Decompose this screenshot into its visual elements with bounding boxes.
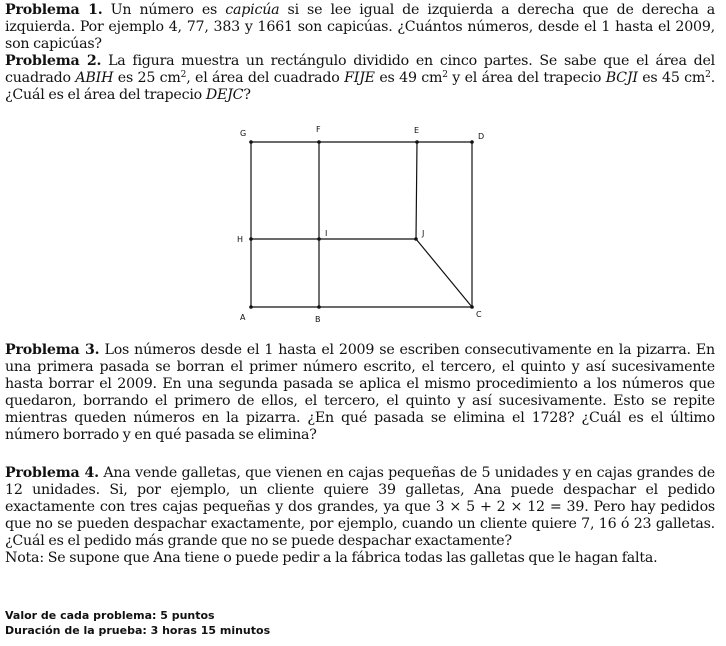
label-H: H [237,235,244,244]
problem-text: Los números desde el 1 hasta el 2009 se escriben consecutivamente en la pizarra. En una primera pasada se borran el primer número escrito, el tercero, el quinto y así sucesivamente hasta borrar el 2009. En una segunda pasada se aplica el mismo procedimiento a los números que quedaron, borrando el primero de ellos, el tercero, el quinto y así sucesivamente. Esto se repite mientras queden números en la pizarra. ¿En qué pasada se elimina el 1728? ¿Cuál es el último número borrado y en qué pasada se elimina? [5,342,715,443]
superscript: 2 [705,70,711,80]
label-I: I [325,229,328,238]
italic-term: BCJI [605,70,638,86]
label-J: J [422,229,425,238]
point-C [470,305,474,309]
problem-text: es 45 cm [637,70,706,86]
label-E: E [414,126,420,135]
edge-EJ [416,142,417,239]
superscript: 2 [442,70,448,80]
label-G: G [240,129,247,138]
point-D [470,140,474,144]
label-F: F [316,125,321,134]
label-D: D [478,132,485,141]
problem-text: y el área del trapecio [447,70,606,86]
problem-text: es 25 cm [113,70,181,86]
point-E [415,140,419,144]
exam-duration: Duración de la prueba: 3 horas 15 minutos [5,624,271,637]
point-F [317,140,321,144]
label-C: C [476,310,482,319]
point-B [317,305,321,309]
italic-term: capicúa [225,2,280,18]
point-G [249,140,253,144]
edge-JC [416,239,472,307]
problem-title: Problema 4. [5,465,99,481]
problem-text: es 49 cm [374,70,443,86]
italic-term: ABIH [75,70,114,86]
label-A: A [240,313,246,322]
point-H [249,237,253,241]
problem-text: . ¿Cuál es el área del trapecio [5,70,715,103]
problem-2 [5,53,715,104]
problem-1 [5,2,715,53]
problem-3 [5,342,715,444]
point-A [249,305,253,309]
point-I [317,237,321,241]
rectangle-figure [230,118,500,328]
superscript: 2 [180,70,187,80]
problem-title: Problema 2. [5,53,102,69]
point-J [414,237,418,241]
problem-text: Nota: Se supone que Ana tiene o puede pedir a la fábrica todas las galletas que le hagan falta. [5,550,658,566]
problem-title: Problema 3. [5,342,100,358]
problem-text: ? [243,87,251,103]
problem-text: , el área del cuadrado [186,70,345,86]
problem-text: Ana vende galletas, que vienen en cajas pequeñas de 5 unidades y en cajas grandes de 12 unidades. Si, por ejemplo, un cliente quiere 39 galletas, Ana puede despachar el pedido exactamente con tres cajas pequeñas y dos grandes, ya que 3 × 5 + 2 × 12 = 39. Pero hay pedidos que no se pueden despachar exactamente, por ejemplo, cuando un cliente quiere 7, 16 ó 23 galletas. ¿Cuál es el pedido más grande que no se puede despachar exactamente? [5,465,715,549]
problem-text: si se lee igual de izquierda a derecha que de derecha a izquierda. Por ejemplo 4, 77, 383 y 1661 son capicúas. ¿Cuántos números, desde el 1 hasta el 2009, son capicúas? [5,2,715,52]
points-per-problem: Valor de cada problema: 5 puntos [5,609,215,622]
label-B: B [315,315,321,324]
problem-text: La figura muestra un rectángulo dividido en cinco partes. Se sabe que el área del cuadrado [5,53,715,86]
italic-term: FIJE [344,70,375,86]
problem-4 [5,465,715,567]
italic-term: DEJC [205,87,244,103]
problem-text: Un número es [102,2,226,18]
problem-title: Problema 1. [5,2,103,18]
